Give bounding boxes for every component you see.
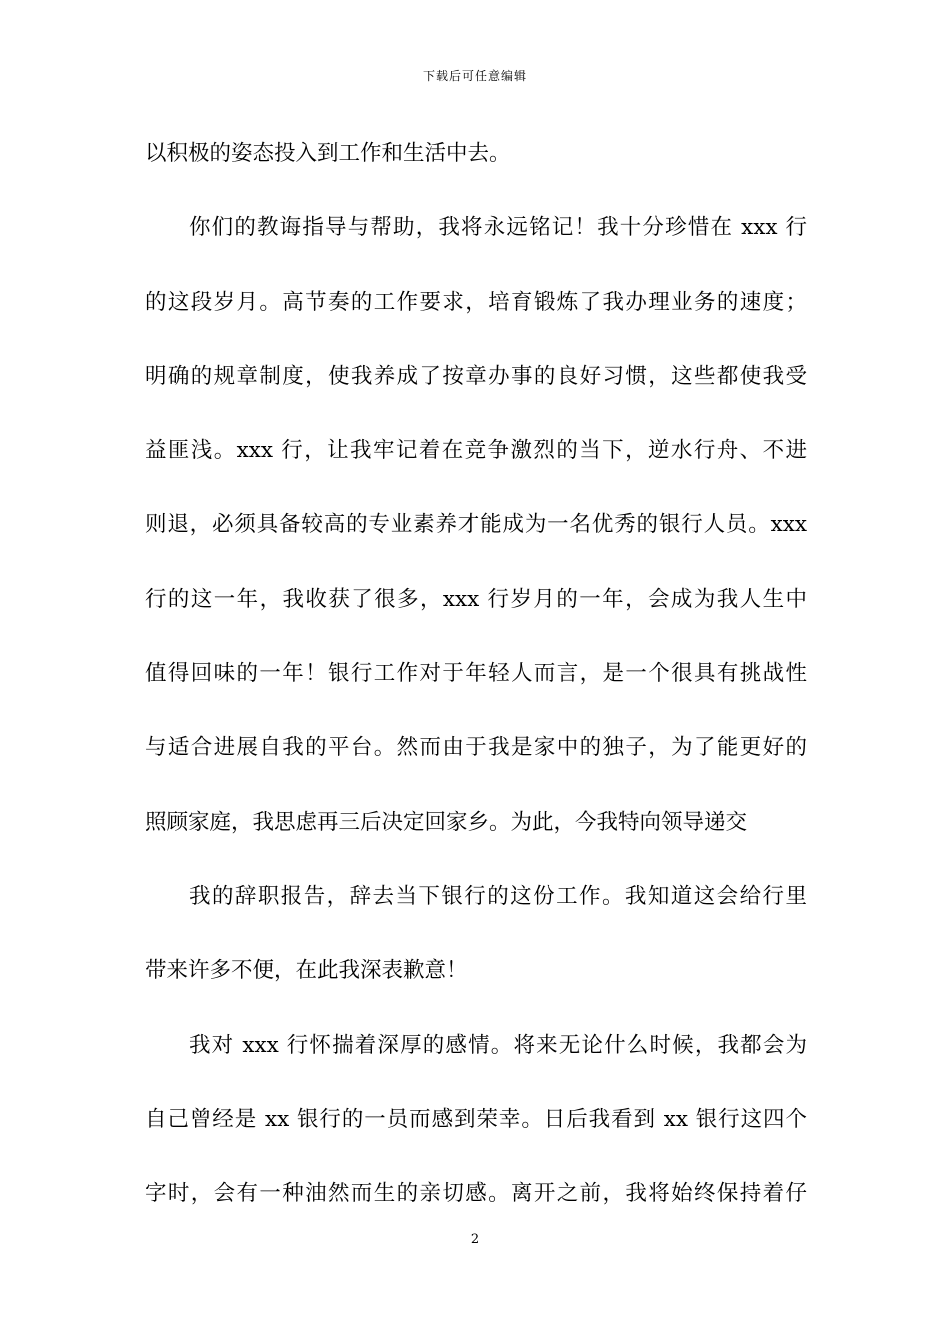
text-line: 字时，会有一种油然而生的亲切感。离开之前，我将始终保持着仔	[145, 1181, 807, 1207]
text-line: 以积极的姿态投入到工作和生活中去。	[145, 141, 511, 166]
text-line: 带来许多不便，在此我深表歉意！	[145, 958, 468, 984]
text-line: 我的辞职报告，辞去当下银行的这份工作。我知道这会给行里	[189, 883, 807, 909]
text-line: 我对 xxx 行怀揣着深厚的感情。将来无论什么时候，我都会为	[189, 1032, 807, 1058]
text-line: 行的这一年，我收获了很多，xxx 行岁月的一年，会成为我人生中	[145, 586, 807, 612]
text-line: 照顾家庭，我思虑再三后决定回家乡。为此，今我特向领导递交	[145, 809, 748, 835]
text-line: 值得回味的一年！银行工作对于年轻人而言，是一个很具有挑战性	[145, 661, 807, 687]
text-line: 则退，必须具备较高的专业素养才能成为一名优秀的银行人员。xxx	[145, 512, 807, 538]
text-line: 自己曾经是 xx 银行的一员而感到荣幸。日后我看到 xx 银行这四个	[145, 1106, 807, 1132]
page-number: 2	[470, 1232, 480, 1247]
document-body	[145, 124, 807, 1238]
text-line: 你们的教诲指导与帮助，我将永远铭记！我十分珍惜在 xxx 行	[189, 215, 807, 241]
text-line: 的这段岁月。高节奏的工作要求，培育锻炼了我办理业务的速度；	[145, 289, 807, 315]
page-header: 下载后可任意编辑	[422, 69, 527, 83]
text-line: 明确的规章制度，使我养成了按章办事的良好习惯，这些都使我受	[145, 363, 807, 389]
text-line: 益匪浅。xxx 行，让我牢记着在竞争激烈的当下，逆水行舟、不进	[145, 438, 807, 464]
text-line: 与适合进展自我的平台。然而由于我是家中的独子，为了能更好的	[145, 735, 807, 761]
